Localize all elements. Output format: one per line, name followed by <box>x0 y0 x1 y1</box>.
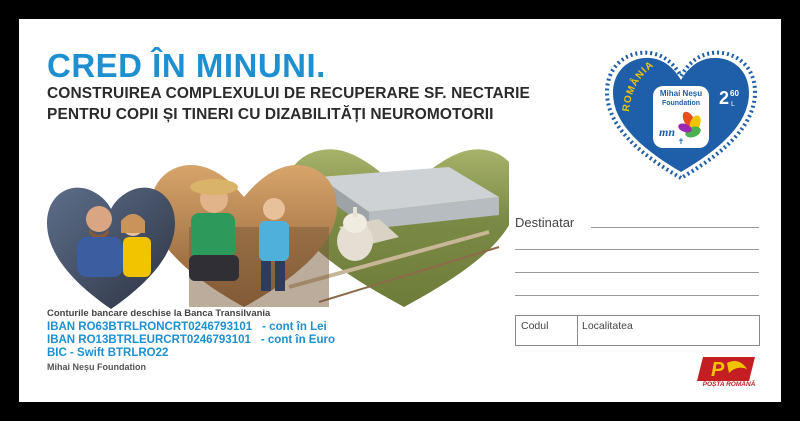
address-line <box>515 272 759 273</box>
bank-accounts-intro: Conturile bancare deschise la Banca Transilvania <box>47 308 271 319</box>
posta-romana-name: POȘTA ROMÂNĂ <box>702 381 756 388</box>
subheadline-line-1: CONSTRUIREA COMPLEXULUI DE RECUPERARE SF. NECTARIE <box>47 85 530 102</box>
recipient-line <box>591 227 759 228</box>
cross-icon: ✝ <box>677 137 685 146</box>
heart-photo-family <box>151 165 337 307</box>
postal-code-label: Codul <box>521 320 549 332</box>
envelope <box>19 19 781 402</box>
post-logo-letter: P <box>711 359 725 381</box>
iban-lei-number: IBAN RO63BTRLRONCRT0246793101 <box>47 321 253 333</box>
iban-lei <box>47 321 327 333</box>
stamp-country: ROMÂNIA <box>620 59 657 113</box>
iban-euro-number: IBAN RO13BTRLEURCRT0246793101 <box>47 334 251 346</box>
headline: CRED ÎN MINUNI. <box>47 47 326 84</box>
stamp-value: 2 <box>719 88 730 108</box>
box-divider <box>577 316 578 345</box>
bic-swift: BIC - Swift BTRLRO22 <box>47 347 169 359</box>
postal-code-locality-box <box>515 315 760 346</box>
recipient-label: Destinatar <box>515 215 575 230</box>
iban-lei-note: - cont în Lei <box>262 321 327 333</box>
foundation-name: Mihai Neșu Foundation <box>47 362 146 372</box>
photo-hearts-collage <box>39 137 509 317</box>
iban-euro-note: - cont în Euro <box>260 334 335 346</box>
heart-photo-portrait <box>47 188 175 309</box>
subheadline-line-2: PENTRU COPII ȘI TINERI CU DIZABILITĂȚI NEUROMOTORII <box>47 106 494 123</box>
address-line <box>515 249 759 250</box>
stamp-foundation-line-1: Mihai Neșu <box>659 89 703 98</box>
postage-stamp <box>597 40 765 184</box>
stamp-value-decimal: 60 <box>730 89 739 98</box>
iban-euro <box>47 334 335 346</box>
address-line <box>515 295 759 296</box>
stamp-currency: L <box>731 101 735 108</box>
stamp-foundation-line-2: Foundation <box>661 100 701 107</box>
stamp-logo-text: mn <box>658 125 676 139</box>
locality-label: Localitatea <box>582 320 633 332</box>
